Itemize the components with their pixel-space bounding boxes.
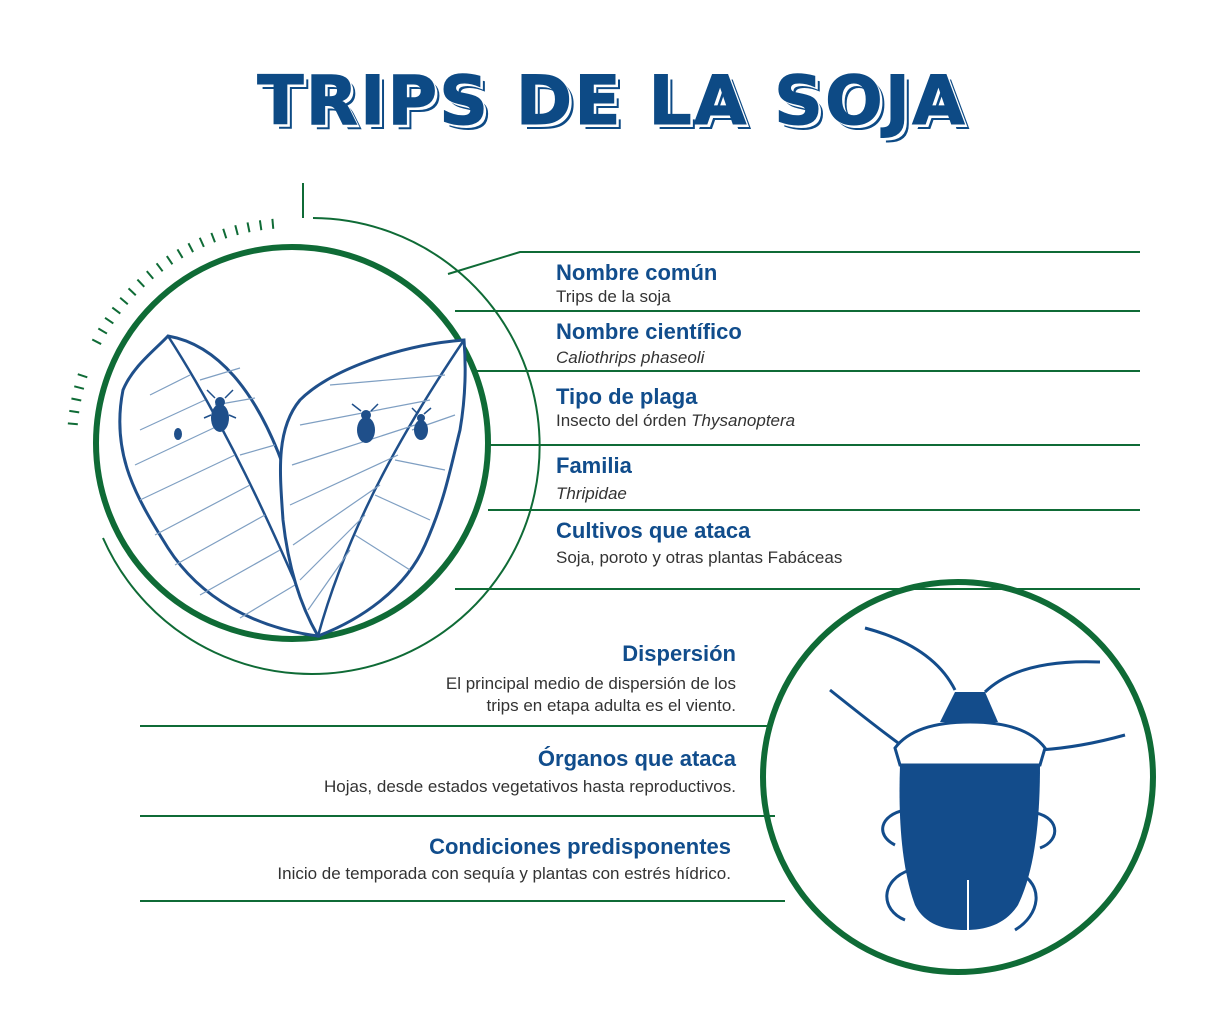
tick-mark [188, 243, 193, 252]
pest-type-value [556, 410, 795, 432]
tick-mark [177, 249, 182, 258]
family-heading: Familia [556, 453, 632, 478]
tick-mark [223, 229, 226, 239]
tick-mark [74, 386, 84, 389]
divider-line [472, 370, 1140, 372]
divider-line [455, 588, 1140, 590]
tick-mark [105, 318, 113, 324]
tick-mark [129, 288, 136, 295]
conditions-block [140, 834, 731, 885]
divider-line [455, 310, 1140, 312]
common-name-block [556, 260, 717, 308]
tick-mark [147, 271, 153, 279]
common-name-value: Trips de la soja [556, 287, 671, 306]
pest-type-prefix: Insecto del órden [556, 411, 687, 430]
tick-mark [98, 328, 107, 333]
conditions-value: Inicio de temporada con sequía y plantas con estrés hídrico. [277, 864, 731, 883]
organs-value: Hojas, desde estados vegetativos hasta reproductivos. [323, 777, 736, 796]
tick-mark [211, 233, 215, 242]
common-name-heading: Nombre común [556, 260, 718, 285]
dispersion-block [140, 641, 736, 717]
tick-mark [120, 298, 128, 304]
pest-type-order: Thysanoptera [691, 411, 796, 430]
tick-mark [235, 225, 238, 235]
pest-type-heading: Tipo de plaga [556, 384, 698, 409]
tick-mark [200, 238, 204, 247]
organs-block [140, 746, 736, 798]
leaf-with-insects-icon [96, 247, 488, 639]
scientific-name-block [556, 319, 742, 369]
organs-heading: Órganos que ataca [537, 746, 736, 771]
tick-mark [260, 220, 261, 230]
divider-line [140, 900, 785, 902]
thrips-insect-icon [763, 582, 1153, 972]
divider-line [140, 725, 772, 727]
crops-value: Soja, poroto y otras plantas Fabáceas [556, 548, 843, 567]
page-title: TRIPS DE LA SOJA [257, 62, 967, 141]
divider-line [140, 815, 775, 817]
scientific-name-heading: Nombre científico [556, 319, 742, 344]
crops-block [556, 518, 842, 569]
divider-line [488, 444, 1140, 446]
tick-mark [137, 280, 144, 287]
pest-type-block [556, 384, 795, 432]
dispersion-heading: Dispersión [622, 641, 736, 666]
tick-mark [112, 308, 120, 314]
tick-mark [68, 423, 78, 424]
tick-mark [157, 263, 163, 271]
tick-mark [92, 339, 101, 344]
crops-heading: Cultivos que ataca [556, 518, 751, 543]
tick-mark [71, 399, 81, 401]
tick-mark [78, 374, 88, 377]
dispersion-line-2: trips en etapa adulta es el viento. [486, 696, 736, 715]
family-block [556, 453, 632, 505]
scientific-name-value: Caliothrips phaseoli [556, 348, 705, 367]
tick-mark [167, 256, 173, 264]
family-value: Thripidae [556, 484, 627, 503]
tick-mark [69, 411, 79, 412]
tick-mark [248, 222, 250, 232]
divider-line [488, 509, 1140, 511]
conditions-heading: Condiciones predisponentes [429, 834, 731, 859]
connector-line [448, 252, 1140, 274]
dispersion-line-1: El principal medio de dispersión de los [445, 674, 736, 693]
tick-mark [272, 219, 273, 229]
